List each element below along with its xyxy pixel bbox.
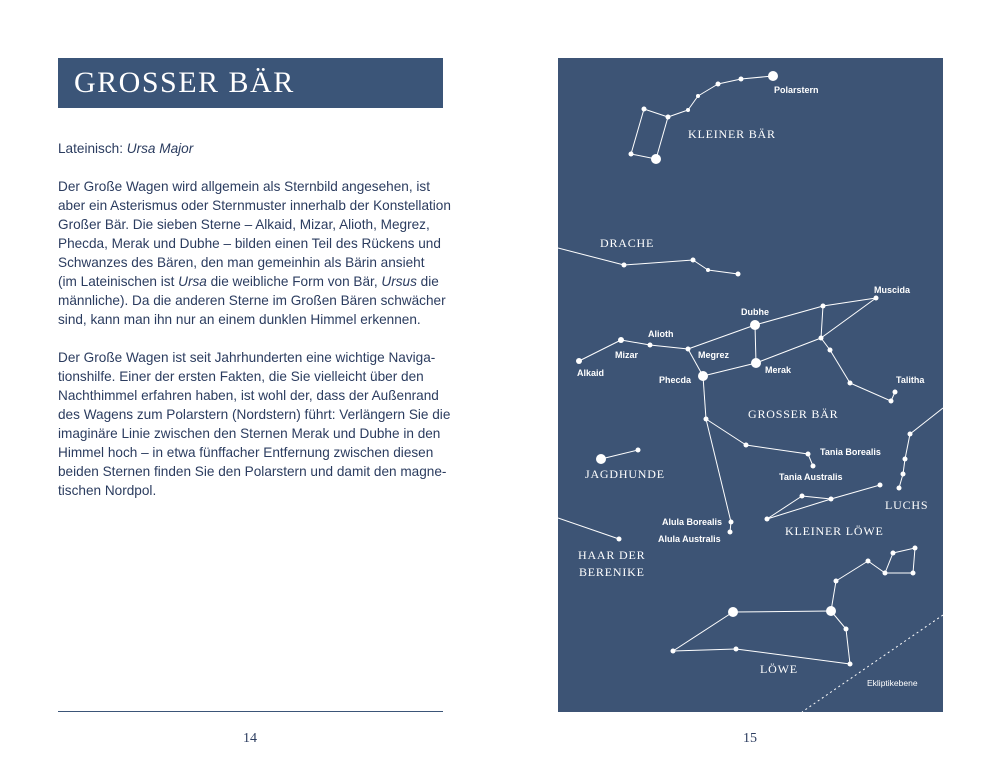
paragraph-line: Phecda, Merak und Dubhe – bilden einen Teil des Rückens und bbox=[58, 236, 441, 251]
paragraph-line: Schwanzes des Bären, den man gemeinhin als Bärin ansieht bbox=[58, 255, 425, 270]
latin-name-line bbox=[58, 139, 450, 158]
label-alula-borealis: Alula Borealis bbox=[662, 517, 723, 527]
page-number-right: 15 bbox=[743, 731, 757, 746]
latin-name: Ursa Major bbox=[126, 141, 194, 156]
label-dubhe: Dubhe bbox=[741, 307, 769, 317]
star-alula-borealis bbox=[729, 520, 734, 525]
star-dubhe bbox=[750, 320, 760, 330]
label-jagdhunde: JAGDHUNDE bbox=[585, 467, 665, 481]
paragraph-line: aber ein Asterismus oder Sternmuster innerhalb der Konstellation bbox=[58, 198, 451, 213]
paragraph-line: sind, kann man ihn nur an einem dunklen Himmel erkennen. bbox=[58, 312, 421, 327]
text-run: die weibliche Form von Bär, bbox=[206, 274, 382, 289]
star-polarstern bbox=[768, 71, 778, 81]
chapter-title: GROSSER BÄR bbox=[74, 66, 295, 99]
label-loewe: LÖWE bbox=[760, 662, 798, 676]
paragraph-line bbox=[58, 272, 450, 291]
star-alula-australis bbox=[728, 530, 733, 535]
star-tania-australis bbox=[811, 464, 816, 469]
label-haar-der: HAAR DER bbox=[578, 548, 646, 562]
label-kleiner-loewe: KLEINER LÖWE bbox=[785, 524, 884, 538]
label-grosser-baer: GROSSER BÄR bbox=[748, 407, 839, 421]
label-alula-australis: Alula Australis bbox=[658, 534, 721, 544]
page-number-left: 14 bbox=[243, 731, 257, 746]
label-tania-borealis: Tania Borealis bbox=[820, 447, 881, 457]
star-talitha bbox=[889, 399, 894, 404]
paragraph-line: tischen Nordpol. bbox=[58, 483, 157, 498]
paragraph-line: beiden Sternen finden Sie den Polarstern und damit den magne- bbox=[58, 464, 447, 479]
label-megrez: Megrez bbox=[698, 350, 730, 360]
text-run: die bbox=[416, 274, 439, 289]
label-merak: Merak bbox=[765, 365, 792, 375]
paragraph-line: tionshilfe. Einer der ersten Fakten, die Sie vielleicht über den bbox=[58, 369, 424, 384]
star-muscida bbox=[874, 296, 879, 301]
label-alioth: Alioth bbox=[648, 329, 674, 339]
footer-rule bbox=[58, 711, 443, 712]
latin-label: Lateinisch: bbox=[58, 141, 123, 156]
paragraph-line: Großer Bär. Die sieben Sterne – Alkaid, Mizar, Alioth, Megrez, bbox=[58, 217, 430, 232]
paragraph-line: männliche). Da die anderen Sterne im Großen Bären schwächer bbox=[58, 293, 446, 308]
star-tania-borealis bbox=[806, 452, 811, 457]
star-megrez bbox=[686, 347, 691, 352]
star-map bbox=[558, 58, 943, 712]
star-merak bbox=[751, 358, 761, 368]
paragraph-line: Der Große Wagen wird allgemein als Sternbild angesehen, ist bbox=[58, 179, 430, 194]
chapter-title-bar bbox=[58, 58, 443, 108]
paragraph-line: Nachthimmel erfahren haben, ist wohl der, dass der Außenrand bbox=[58, 388, 439, 403]
label-muscida: Muscida bbox=[874, 285, 911, 295]
label-phecda: Phecda bbox=[659, 375, 692, 385]
label-talitha: Talitha bbox=[896, 375, 925, 385]
star-alkaid bbox=[576, 358, 582, 364]
italic-ursus: Ursus bbox=[381, 274, 417, 289]
text-run: (im Lateinischen ist bbox=[58, 274, 179, 289]
star-alioth bbox=[648, 343, 653, 348]
paragraph-line: Der Große Wagen ist seit Jahrhunderten eine wichtige Naviga- bbox=[58, 350, 436, 365]
paragraph-1 bbox=[58, 177, 450, 329]
label-polarstern: Polarstern bbox=[774, 85, 819, 95]
label-tania-australis: Tania Australis bbox=[779, 472, 843, 482]
label-ekliptikebene: Ekliptikebene bbox=[867, 678, 918, 688]
label-kleiner-baer: KLEINER BÄR bbox=[688, 127, 776, 141]
paragraph-line: des Wagens zum Polarstern (Nordstern) führt: Verlängern Sie die bbox=[58, 407, 451, 422]
star-phecda bbox=[698, 371, 708, 381]
label-alkaid: Alkaid bbox=[577, 368, 605, 378]
label-luchs: LUCHS bbox=[885, 498, 929, 512]
paragraph-line: imaginäre Linie zwischen den Sternen Merak und Dubhe in den bbox=[58, 426, 441, 441]
label-berenike: BERENIKE bbox=[579, 565, 645, 579]
label-mizar: Mizar bbox=[615, 350, 639, 360]
star-mizar bbox=[618, 337, 624, 343]
label-drache: DRACHE bbox=[600, 236, 655, 250]
star-map-background bbox=[558, 58, 943, 712]
paragraph-line: Himmel hoch – in etwa fünffacher Entfernung zwischen diesen bbox=[58, 445, 434, 460]
italic-ursa: Ursa bbox=[178, 274, 207, 289]
paragraph-2 bbox=[58, 348, 450, 500]
